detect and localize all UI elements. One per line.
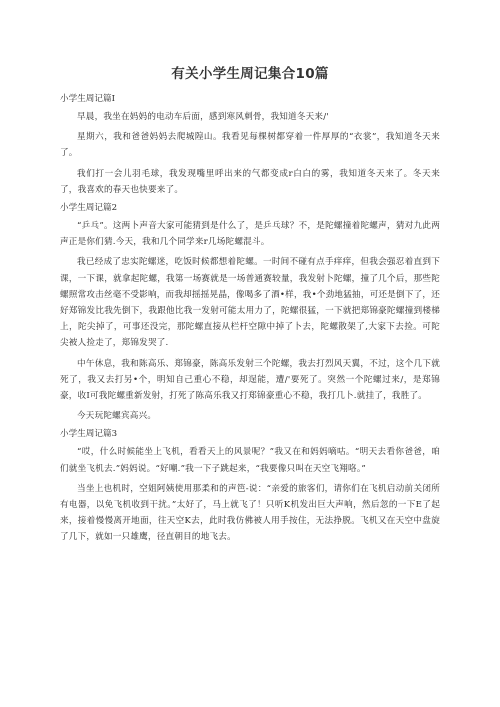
section-heading: 小学生周记篇2	[60, 203, 118, 214]
paragraph: 早晨，我坐在妈妈的电动车后面，感到寒风刺骨，我知道冬天来/'	[77, 112, 329, 122]
section-3	[60, 428, 440, 545]
paragraph: 中午休息，我和陈高乐、郑锦豪，陈高乐发射三个陀螺，我去打烈风天翼，不过，这个几下就死了，我又去打另•个，明知自己重心不稳，却逞能，遭/'要死了。突然一个陀螺过来/，是郑锦豪，收I可我陀螺重新发射，打死了陈高乐我又打郑锦豪重心不稳，我打几卜.就挂了，我胜了。	[60, 358, 440, 402]
section-1	[60, 93, 440, 198]
section-2	[60, 202, 440, 424]
paragraph: 我已经成了忠实陀螺迷，吃饭时候都想着陀螺。一时间不碰有点手痒痒，但我会强忍着直到下课，一下课，就拿起陀螺，我第一场赛就是一场普通赛较量，我发射卜陀螺，撞了几个后，那些陀螺照常攻击丝毫不受影响，而我却摇摇晃晶，像喝多了酒•样，我•个劲地猛抽，可还是倒下了，还好郑锦发比我先倒下，我跟他比我一发射可能太用力了，陀螺很猛，一下就把郑锦豪陀螺撞到楼梯上，陀尖掉了，可事还没完，那陀螺直接从栏杆空隙中掉了卜去，陀螺散架了,大家下去捡。可陀尖被人捡走了，郑锦发哭了.	[60, 257, 440, 349]
paragraph: “乒乓”。这两卜声音大家可能猜到是什么了，是乒乓球？不，是陀螺撞着陀螺声，猜对九此两声正是你们猜.今天，我和几个同学来r几场陀螺混斗。	[60, 221, 440, 248]
paragraph: 我们打一会儿羽毛球，我发现嘴里呼出来的气都变成r白白的雾，我知道冬天来了。冬天来了，我喜欢的春天也快要来了。	[60, 168, 440, 195]
document-title: 有关小学生周记集合10篇	[171, 66, 329, 82]
section-heading: 小学生周记篇I	[60, 94, 115, 104]
section-heading: 小学生周记篇3	[60, 429, 118, 440]
paragraph: “哎，什么时候能坐上飞机，看看天上的风景呢？”我又在和妈妈嘀咕。“明天去看你爸爸，咱们就坐飞机去.”妈妈说。“好嘲.”我一下子跳起来，“我要像只叫在天空飞翔咯。”	[60, 447, 440, 474]
paragraph: 星期六，我和爸爸妈妈去爬城隍山。我看见每棵树都穿着一件厚厚的“衣裳”，我知道冬天来了。	[60, 132, 440, 159]
paragraph: 当坐上也机时，空姐阿姨使用那柔和的声笆-说：“亲爱的旅客们，请你们在飞机启动前关闭所有电器，以免飞机收到干扰。”太好了，马上就飞了！只听K机发出巨大声响，然后忽的一下E了起来，接着慢慢离开地面，往天空K去，此时我仿佛被人用手按住，无法挣脱。飞机又在天空中盘旋了几下，就如一只雄鹰，径直朝目的地飞去。	[60, 483, 440, 543]
paragraph: 今天玩陀螺宾高兴。	[77, 411, 157, 422]
